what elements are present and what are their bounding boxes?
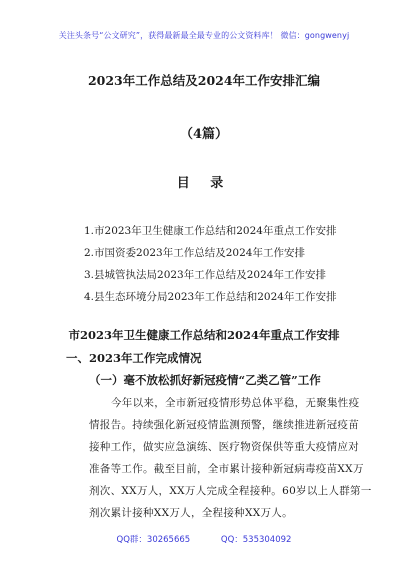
toc-item[interactable]: 2.市国资委2023年工作总结及2024年工作安排	[84, 247, 305, 259]
header-note: 关注头条号“公文研究”，获得最新最全最专业的公文资料库！ 微信：gongwenyj	[58, 31, 350, 40]
toc-item[interactable]: 4.县生态环境分局2023年工作总结和2024年工作安排	[84, 291, 337, 303]
toc-item[interactable]: 3.县城管执法局2023年工作总结及2024年工作安排	[84, 269, 326, 281]
document-count: （4篇）	[179, 127, 229, 142]
body-line: 剂次、XX万人，XX万人完成全程接种。60岁以上人群第一	[89, 485, 372, 497]
body-line: 今年以来，全市新冠疫情形势总体平稳，无聚集性疫	[111, 397, 360, 409]
footer-qq: QQ：535304092	[220, 535, 292, 545]
body-line: 接种工作，做实应急演练、医疗物资保供等重大疫情应对	[89, 441, 359, 453]
toc-item[interactable]: 1.市2023年卫生健康工作总结和2024年重点工作安排	[84, 225, 337, 237]
footer-qq-group: QQ群：30265665	[116, 535, 191, 545]
document-title: 2023年工作总结及2024年工作安排汇编	[87, 73, 321, 88]
heading-level-2: （一）毫不放松抓好新冠疫情“乙类乙管”工作	[89, 373, 321, 387]
body-line: 准备等工作。截至目前，全市累计接种新冠病毒疫苗XX万	[89, 463, 364, 475]
footer-contacts	[0, 533, 408, 545]
toc-heading: 目 录	[176, 176, 232, 191]
body-line: 剂次累计接种XX万人，全程接种XX万人。	[89, 507, 293, 519]
toc-list	[84, 220, 384, 308]
heading-level-1: 一、2023年工作完成情况	[66, 351, 202, 365]
section-title: 市2023年卫生健康工作总结和2024年重点工作安排	[68, 328, 340, 342]
body-line: 情报告。持续强化新冠疫情监测预警，继续推进新冠疫苗	[89, 419, 359, 431]
body-paragraph	[89, 392, 372, 524]
